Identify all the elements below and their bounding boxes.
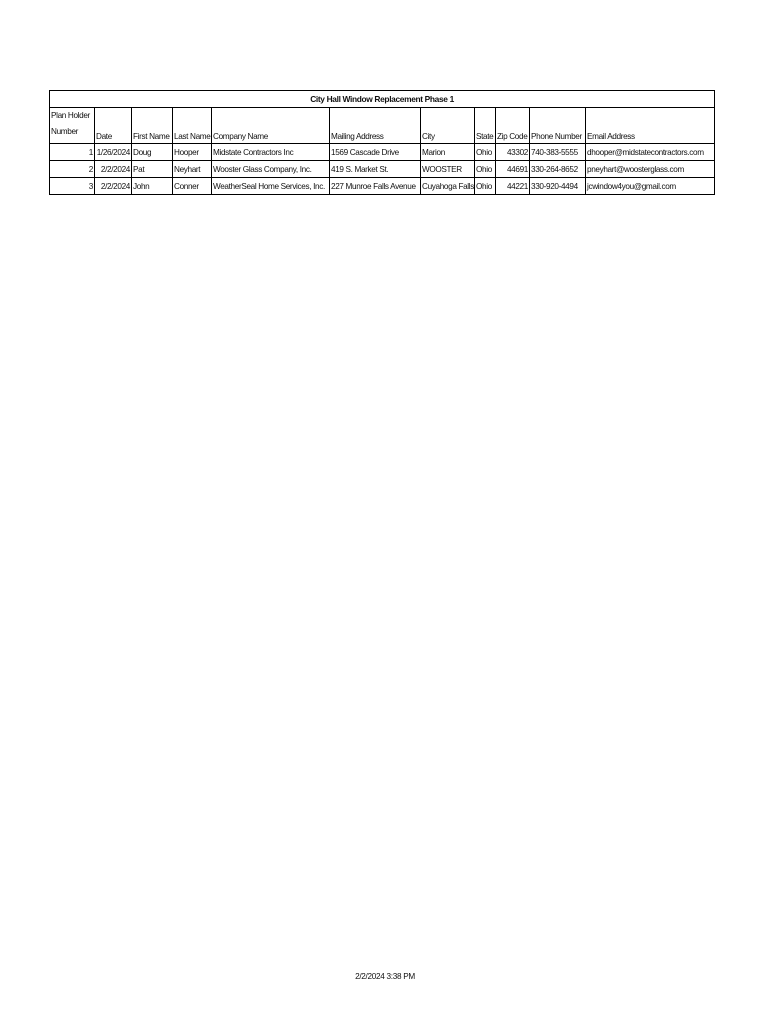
spreadsheet-printout [49,90,714,195]
cell-plan-holder-number: 3 [50,178,95,195]
header-row [50,108,715,144]
cell-city: Cuyahoga Falls [421,178,475,195]
cell-mailing-address: 1569 Cascade Drive [330,144,421,161]
cell-mailing-address: 419 S. Market St. [330,161,421,178]
cell-first-name: Pat [132,161,173,178]
cell-email-address: dhooper@midstatecontractors.com [586,144,715,161]
cell-mailing-address: 227 Munroe Falls Avenue [330,178,421,195]
cell-state: Ohio [475,161,496,178]
header-email-address: Email Address [586,108,715,144]
table-row [50,161,715,178]
cell-company-name: Midstate Contractors Inc [212,144,330,161]
cell-city: WOOSTER [421,161,475,178]
cell-last-name: Conner [173,178,212,195]
cell-plan-holder-number: 1 [50,144,95,161]
cell-phone-number: 330-920-4494 [530,178,586,195]
cell-email-address: pneyhart@woosterglass.com [586,161,715,178]
header-phone-number: Phone Number [530,108,586,144]
header-plan-holder-line1: Plan Holder [51,111,90,120]
header-date: Date [95,108,132,144]
header-mailing-address: Mailing Address [330,108,421,144]
cell-first-name: John [132,178,173,195]
cell-date: 2/2/2024 [95,161,132,178]
cell-date: 2/2/2024 [95,178,132,195]
table-row [50,178,715,195]
cell-phone-number: 330-264-8652 [530,161,586,178]
cell-zip-code: 44221 [496,178,530,195]
header-plan-holder-number [50,108,95,144]
cell-phone-number: 740-383-5555 [530,144,586,161]
print-timestamp-footer: 2/2/2024 3:38 PM [355,972,415,981]
cell-zip-code: 44691 [496,161,530,178]
table-row [50,144,715,161]
sheet-title: City Hall Window Replacement Phase 1 [50,91,715,108]
cell-plan-holder-number: 2 [50,161,95,178]
cell-company-name: Wooster Glass Company, Inc. [212,161,330,178]
header-plan-holder-line2: Number [51,127,79,136]
cell-state: Ohio [475,178,496,195]
header-company-name: Company Name [212,108,330,144]
cell-company-name: WeatherSeal Home Services, Inc. [212,178,330,195]
cell-first-name: Doug [132,144,173,161]
cell-zip-code: 43302 [496,144,530,161]
cell-state: Ohio [475,144,496,161]
cell-date: 1/26/2024 [95,144,132,161]
cell-city: Marion [421,144,475,161]
cell-last-name: Hooper [173,144,212,161]
header-zip-code: Zip Code [496,108,530,144]
cell-last-name: Neyhart [173,161,212,178]
header-state: State [475,108,496,144]
cell-email-address: jcwindow4you@gmail.com [586,178,715,195]
plan-holders-table [49,90,715,195]
header-first-name: First Name [132,108,173,144]
header-last-name: Last Name [173,108,212,144]
header-city: City [421,108,475,144]
